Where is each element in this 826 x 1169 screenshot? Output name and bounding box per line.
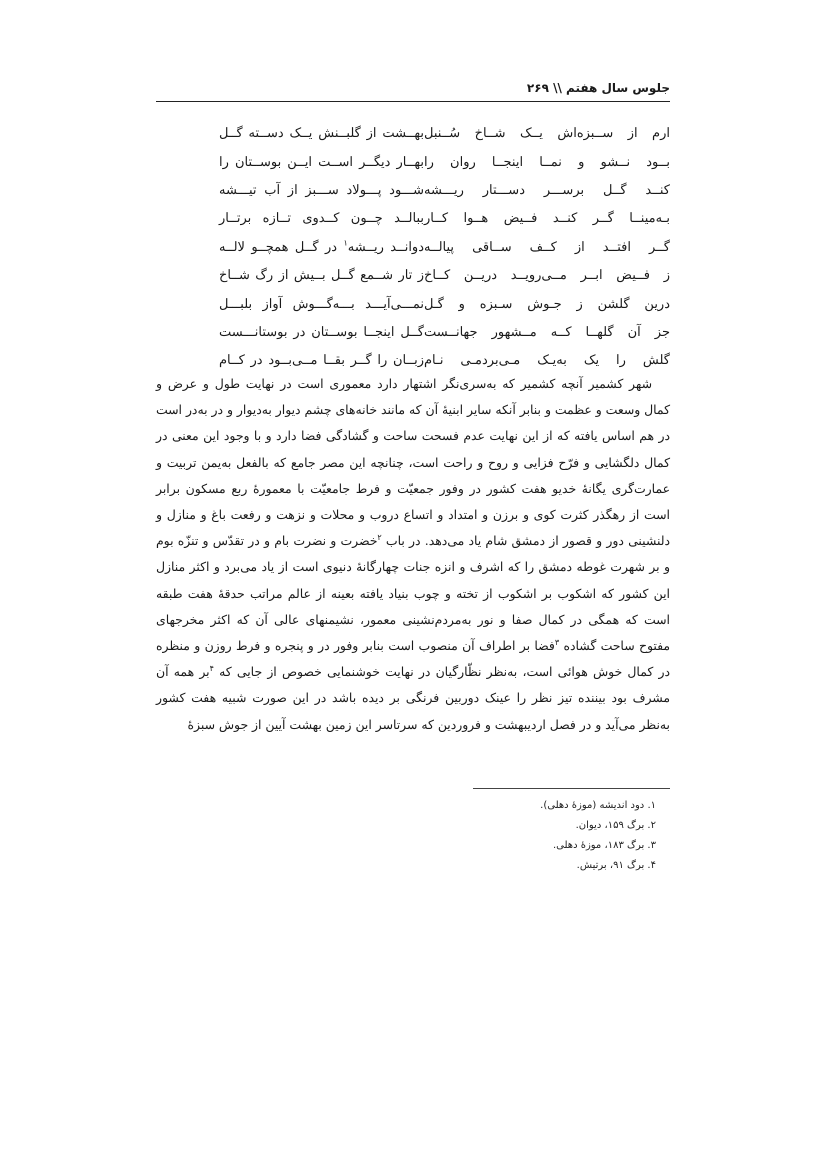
footnote-marker: ۱ <box>343 238 348 248</box>
hemistich-second: گــل اینجــا بوســتان در بوستانـــست <box>219 324 424 340</box>
couplet <box>200 290 670 318</box>
hemistich-first: بــود نــشو و نمــا اینجــا روان را <box>424 154 670 170</box>
hemistich-text: دوانــد ریــشه <box>347 239 425 255</box>
paragraph <box>156 371 670 738</box>
hemistich-second: زبــان را گــر بقــا مــی‌بــود در کــام <box>219 353 424 369</box>
body-text <box>156 371 670 738</box>
couplet <box>200 205 670 233</box>
paragraph-text: شهر کشمیر آنچه کشمیر که به‌سری‌نگر اشتهار دارد معموری است در نهایت طول و عرض و کمال وسعت و عظمت و بنابر آنکه سایر ابنیهٔ آن که مانند خانه‌های چشم دیوار به‌دیوار و در به‌در است در هم اساس یافته که از این نهایت عدم فسحت ساحت و گشادگی فضا دارد و با وجود این معنی در کمال دلگشایی و فرّح فزایی و روح و راحت است، چنانچه این مصر جامع که بالفعل به‌یمن تربیت و عمارت‌گری یگانهٔ خدیو هفت کشور در وفور جمعیّت و فرط جامعیّت با معمورهٔ ربع مسکون برابر است از رهگذر کثرت کوی و برزن و امتداد و اتساع دروب و محلات و نزهت و رفعت باغ و منازل و دلنشینی دور و قصور از دمشق شام یاد می‌دهد. در باب <box>156 376 670 549</box>
hemistich-first: درین گلشن ز جـوش سـبزه و گـل <box>424 296 670 312</box>
footnote-marker: ۴ <box>209 664 214 674</box>
hemistich-second: بهــار دیگــر اســت ایــن بوســتان را <box>219 154 424 170</box>
poem-block <box>200 120 670 376</box>
hemistich-text: در گــل همچــو لالــه <box>219 239 344 255</box>
couplet <box>200 234 670 262</box>
paragraph-text: فضا بر اطراف آن منصوب است بنابر وفور در و پنجره و فرط روزن و منظره در کمال خوش هوائی است، به‌نظر نظّارگیان در نهایت خوشنمایی خصوص از جایی که <box>156 638 670 680</box>
hemistich-second <box>207 238 424 258</box>
header-rule <box>156 101 670 102</box>
hemistich-first: بـه‌مینــا گــر کنــد فــیض هــوا کــار <box>424 211 670 227</box>
footnotes <box>400 796 670 876</box>
running-title: جلوس سال هفتم \\ ۲۶۹ <box>526 81 670 95</box>
hemistich-second: بهــشت از گلبــنش یــک دســته گــل <box>219 126 424 142</box>
footnote-marker: ۳ <box>554 637 560 647</box>
paragraph-text: بر همه آن مشرف بود بیننده تیز نظر را عینک دوربین فرنگی بر دیده باشد در این صورت شبیه هفت کشور به‌نظر می‌آید و در فصل اردیبهشت و فروردین که سرتاسر این زمین بهشت آیین از جوش سبزهٔ <box>156 664 670 732</box>
footnote-marker: ۲ <box>377 533 382 543</box>
couplet <box>200 177 670 205</box>
hemistich-first: گلش را یک به‌یـک مـی‌بردمـی نـام <box>424 353 670 369</box>
couplet <box>200 148 670 176</box>
hemistich-second: شـــود پـــولاد ســـبز از آب تیـــشه <box>219 182 424 198</box>
paragraph-text: خضرت و نضرت بام و در تقدّس و تنزّه بوم و بر شهرت غوطه دمشق را که اشرف و انزه جنات چهارگانهٔ دنیوی است از یاد می‌برد و اکثر منازل این کشور که اشکوب بر اشکوب از تخته و چوب بنیاد یافته بعینه از عالم مراتب حدقهٔ هفت طبقه است که همگی در کمال صفا و نور به‌مردم‌نشینی معمور، نشیمنهای عالی آن که اکثر مخرجهای مفتوح ساحت گشاده <box>156 533 670 654</box>
hemistich-second: نمـــی‌آیـــد بـــه‌گـــوش آواز بلبـــل <box>219 296 424 312</box>
running-header <box>156 76 670 100</box>
couplet <box>200 120 670 148</box>
hemistich-first: ارم از ســبزه‌اش یــک شــاخ سُــنبل <box>424 126 670 142</box>
footnote: ۲. برگ ۱۵۹، دیوان. <box>575 820 656 831</box>
hemistich-second: ز تار شــمع گــل بــیش از رگ شــاخ <box>219 268 424 284</box>
couplet <box>200 262 670 290</box>
hemistich-first: ز فــیض ابــر مــی‌رویــد دریــن کــاخ <box>424 268 670 284</box>
hemistich-second: ببالــد چــون کــدوی تــازه برتــار <box>219 211 424 227</box>
couplet <box>200 319 670 347</box>
footnote: ۴. برگ ۹۱، برتیش. <box>576 860 656 871</box>
footnote-rule <box>473 788 670 789</box>
footnote: ۱. دود اندیشه (موزهٔ دهلی). <box>540 800 656 811</box>
hemistich-first: جز آن گلهــا کــه مــشهور جهانــست <box>424 324 670 340</box>
hemistich-first: کنــد گــل برســـر دســـتار ریـــشه <box>424 182 670 198</box>
footnote: ۳. برگ ۱۸۳، موزهٔ دهلی. <box>552 840 656 851</box>
hemistich-first: گــر افتــد از کــف ســاقی پیالــه <box>424 239 670 255</box>
